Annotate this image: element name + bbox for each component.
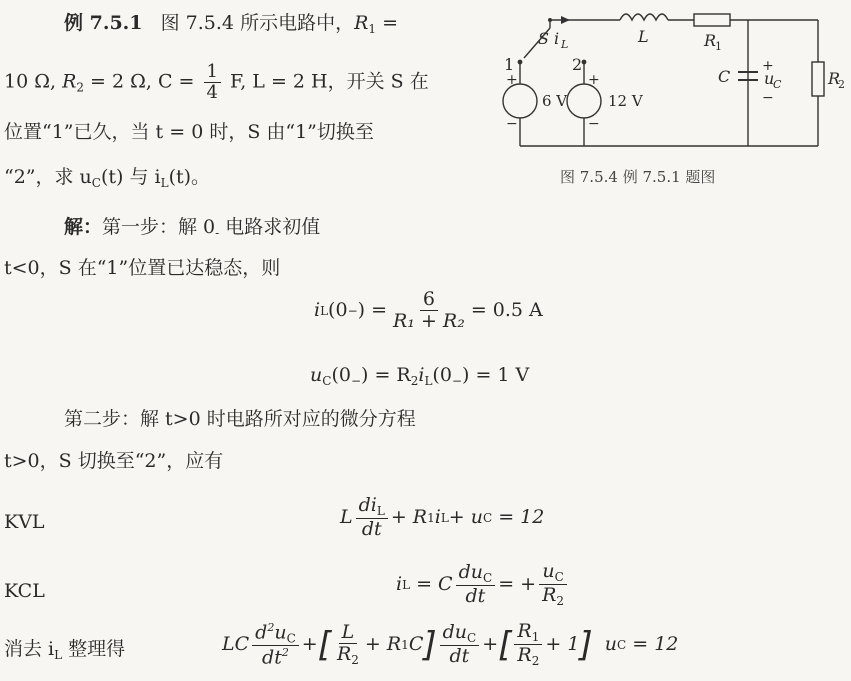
voltage-source-12v xyxy=(567,84,601,118)
example-label: 例 7.5.1 xyxy=(64,12,143,34)
switch-position-2: 2 xyxy=(572,55,583,74)
problem-text-1: 图 7.5.4 所示电路中， xyxy=(160,12,355,34)
problem-line-2: 10 Ω, $R_2 = 2$ Ω, C = $\frac{1}{4}$ F, L = 2 H，开关 S 在 xyxy=(4,61,429,103)
condition-2: t>0，S 切换至“2”，应有 xyxy=(4,450,224,472)
svg-text:+: + xyxy=(762,58,774,74)
problem-text-2a: 10 Ω, xyxy=(4,70,63,93)
eq1-fraction: $\frac{6}{\text{R₁ + R₂}}$ xyxy=(393,288,465,332)
uc-label: u xyxy=(764,69,775,88)
capacitor-label: C xyxy=(718,67,731,86)
figure-caption: 图 7.5.4 例 7.5.1 题图 xyxy=(560,168,716,186)
r2-symbol: R xyxy=(62,70,77,93)
svg-text:+: + xyxy=(588,72,600,88)
source2-label: 12 V xyxy=(608,92,643,110)
eliminate-label: 消去 $i_L$ 整理得 xyxy=(4,638,126,662)
second-order-equation: LC $\frac{d^2u_C}{dt^2}$ + [ $\frac{L}{R_2}$ + R 1 C ] $\frac{du_C}{dt}$ + [ $\frac{R_1}{R_2}$ + 1 ] u C = 12 xyxy=(222,620,679,669)
solution-step-2: 第二步：解 t>0 时电路所对应的微分方程 xyxy=(64,408,416,430)
kvl-label: KVL xyxy=(4,511,45,533)
solution-step-1: 解：第一步：解 $0_-$ 电路求初值 xyxy=(64,216,321,240)
source1-label: 6 V xyxy=(542,92,568,110)
problem-line-4: “2”，求 $u_C(t)$ 与 $i_L(t)$。 xyxy=(4,166,211,190)
current-arrow xyxy=(561,16,570,24)
r1-symbol: R xyxy=(354,12,369,34)
kcl-equation: i L = C $\frac{du_C}{dt}$ = + $\frac{u_C}{R_2}$ xyxy=(396,562,570,607)
switch-position-1: 1 xyxy=(504,55,515,74)
r2-label: R xyxy=(828,69,841,88)
inductor-label: L xyxy=(638,27,649,46)
svg-text:L: L xyxy=(561,38,569,51)
equation-il-initial: i L (0 − ) = $\frac{6}{\text{R₁ + R₂}}$ = 0.5 A xyxy=(314,288,543,332)
condition-1: t<0，S 在“1”位置已达稳态，则 xyxy=(4,257,281,279)
problem-line-3: 位置“1”已久，当 t = 0 时，S 由“1”切换至 xyxy=(4,121,374,143)
voltage-source-6v xyxy=(503,84,537,118)
problem-text-1b: = xyxy=(376,12,398,34)
switch-label: S xyxy=(538,29,549,48)
r1-label: R xyxy=(704,31,717,50)
svg-text:−: − xyxy=(506,116,518,132)
svg-text:1: 1 xyxy=(715,40,722,53)
resistor-r2-symbol xyxy=(812,62,824,96)
svg-text:−: − xyxy=(588,116,600,132)
solution-label: 解： xyxy=(64,216,103,238)
svg-text:C: C xyxy=(773,78,782,91)
problem-text-2d: F, L = 2 H，开关 S 在 xyxy=(223,70,429,93)
problem-text-2c: = 2 Ω, C = xyxy=(84,70,201,93)
problem-line-1: 例 7.5.1 图 7.5.4 所示电路中，$R_1$ = xyxy=(64,12,398,36)
svg-text:−: − xyxy=(762,90,774,106)
kvl-equation: L $\frac{di_L}{dt}$ + R 1 i L + u C = 12 xyxy=(340,494,545,540)
svg-text:+: + xyxy=(506,72,518,88)
kcl-label: KCL xyxy=(4,580,45,602)
inductor-symbol xyxy=(620,14,668,20)
resistor-r1-symbol xyxy=(694,14,730,26)
equation-uc-initial: $u_C(0_-) = R_2i_L(0_-) = 1$ V xyxy=(310,364,530,388)
capacitance-fraction: $\frac{1}{4}$ xyxy=(204,63,221,102)
svg-text:2: 2 xyxy=(838,78,845,91)
circuit-diagram xyxy=(486,0,851,150)
il-label: i xyxy=(554,29,560,48)
